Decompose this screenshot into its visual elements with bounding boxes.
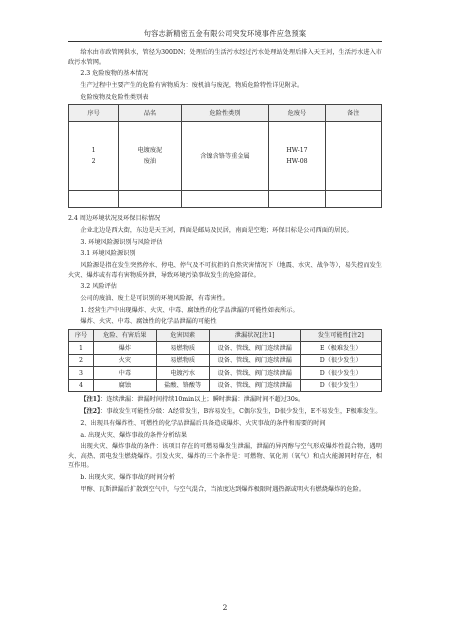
table-cell-note [325, 122, 381, 191]
note-text: ：连续泄漏：泄漏时间持续10min以上；瞬时泄漏：泄漏时间不超过30s。 [100, 396, 305, 404]
paragraph-fire-conditions: 出现火灾、爆炸事故的条件：该项目存在的可燃易爆发生泄漏，泄漏的异丙醇与空气形成爆炸性混合物，遇明火、高热、雷电发生燃烧爆炸。引发火灾、爆炸的三个条件是：可燃物、氧化剂（氧气）和点火能源同时存在，相互作用。 [68, 443, 382, 470]
note-label: 【注2】 [80, 408, 101, 416]
table-cell: D（很少发生） [300, 367, 381, 380]
table-cell-no [69, 122, 119, 191]
leak-possibility-table [68, 329, 382, 393]
table-cell-code [269, 122, 325, 191]
table-header-row [69, 329, 382, 342]
table-cell: 设备、管线、阀门连续泄漏 [209, 367, 300, 380]
note-1 [68, 395, 382, 405]
paragraph-hazardous-waste: 生产过程中主要产生的危险有害物质为：废机油与废泥，物质危险特性详见附录。 [80, 81, 304, 89]
table-cell: 1 [69, 342, 94, 355]
section-heading-3-1: 3.1 环境风险源识别 [80, 250, 136, 258]
table-cell: 中毒 [94, 367, 157, 380]
table2-caption: 爆炸、火灾、中毒、腐蚀性的化学品泄漏的可能性 [80, 318, 217, 326]
table-header-cell: 品名 [119, 105, 182, 122]
table-row-empty [69, 191, 382, 208]
cell-line: 2 [91, 158, 96, 166]
table-header-cell: 序号 [69, 329, 94, 342]
table-cell: 3 [69, 367, 94, 380]
cell-line: HW-17 [286, 147, 308, 155]
paragraph-risk-assessment: 公司的废油、废土是可识别的环境风险源，有毒害性。 [80, 294, 229, 302]
table-cell [119, 191, 182, 208]
note-text: ：事故发生可能性分级：A经常发生，B容易发生，C偶尔发生，D很少发生，E不易发生，F极难发生。 [100, 408, 382, 416]
note-label: 【注1】 [80, 396, 101, 404]
table-row [69, 379, 382, 392]
paragraph-risk-source: 风险源是指在发生突然停水、停电、停气及不可抗拒的自然灾害情况下（地震、水灾、战争等），易失控而发生火灾、爆炸或有毒有害物质外泄，导致环境污染事故发生的危险部位。 [68, 262, 382, 279]
page-number: 2 [222, 603, 228, 612]
table-cell: 易燃物质 [156, 342, 209, 355]
subheading-a: a. 出现火灾、爆炸事故的条件分析结果 [80, 431, 188, 439]
table-row [69, 367, 382, 380]
table-header-cell: 危废号 [269, 105, 325, 122]
table-cell [181, 191, 269, 208]
table-cell: 设备、管线、阀门连续泄漏 [209, 342, 300, 355]
table-cell: 设备、管线、阀门连续泄漏 [209, 379, 300, 392]
table-cell: D（很少发生） [300, 354, 381, 367]
paragraph-surroundings: 企业北边是西大街，东边是天王河，西面是邮局及民居，南面是空地；环保目标是公司西面的居民。 [80, 226, 353, 234]
section-heading-3: 3. 环境风险源识别与风险评估 [80, 238, 163, 246]
table-cell-name [119, 122, 182, 191]
paragraph-water-supply: 给水由市政管网供水，管径为300DN；处理后的生活污水经过污水处理站处理后排入天王河，生活污水进入市政污水管网。 [68, 49, 382, 66]
note-2 [68, 407, 382, 417]
table-header-cell: 危害因素 [156, 329, 209, 342]
paragraph-leak-conditions: 2、出现具有爆炸性、可燃性的化学品泄漏后具备造成爆炸、火灾事故的条件和需要的时间 [80, 419, 326, 427]
cell-line: 废油 [143, 158, 157, 166]
table-header-cell: 序号 [69, 105, 119, 122]
page-content [68, 48, 382, 496]
page-header: 句容志新精密五金有限公司突发环境事件应急预案 [143, 29, 307, 38]
table-cell: 电镀污水 [156, 367, 209, 380]
table-cell: 4 [69, 379, 94, 392]
header-rule [68, 41, 382, 42]
table-header-cell: 发生可能性[注2] [300, 329, 381, 342]
table-cell: 火灾 [94, 354, 157, 367]
section-heading-3-2: 3.2 风险评估 [80, 283, 117, 291]
subheading-b: b. 出现火灾、爆炸事故的时间分析 [80, 473, 175, 481]
table-header-cell: 危险、有害后果 [94, 329, 157, 342]
table-row [69, 354, 382, 367]
table-cell-category: 含镍含铬等重金属 [181, 122, 269, 191]
table-row [69, 342, 382, 355]
table-cell: E（极难发生） [300, 342, 381, 355]
table-cell [69, 191, 119, 208]
table-header-cell: 备注 [325, 105, 381, 122]
table-cell [269, 191, 325, 208]
table-header-row [69, 105, 382, 122]
table-header-cell: 危险性类别 [181, 105, 269, 122]
cell-line: HW-08 [286, 158, 308, 166]
cell-line: 1 [91, 147, 96, 155]
table-cell: 2 [69, 354, 94, 367]
table-cell: 盐酸、铬酸等 [156, 379, 209, 392]
table-header-cell: 泄漏状况[注1] [209, 329, 300, 342]
section-heading-2-4: 2.4 周边环境状况及环保目标情况 [68, 215, 161, 223]
table-cell: 易燃物质 [156, 354, 209, 367]
paragraph-possibility-intro: 1. 经营生产中出现爆炸、火灾、中毒、腐蚀性的化学品泄漏的可能性如表所示。 [80, 306, 299, 314]
table-cell: 爆炸 [94, 342, 157, 355]
hazardous-waste-table [68, 104, 382, 208]
table-cell: D（很少发生） [300, 379, 381, 392]
paragraph-time-analysis: 甲醇、瓦斯泄漏后扩散到空气中，与空气混合，当浓度达到爆炸极限时遇热源或明火有燃烧爆炸的危险。 [80, 485, 366, 493]
table-cell [325, 191, 381, 208]
table-cell: 设备、管线、阀门连续泄漏 [209, 354, 300, 367]
table-cell: 腐蚀 [94, 379, 157, 392]
table-row [69, 122, 382, 191]
section-heading-2-3: 2.3 危险废物的基本情况 [80, 70, 148, 78]
cell-line: 电镀废泥 [137, 147, 163, 155]
table1-caption: 危险废物及危险性类别表 [80, 93, 149, 101]
